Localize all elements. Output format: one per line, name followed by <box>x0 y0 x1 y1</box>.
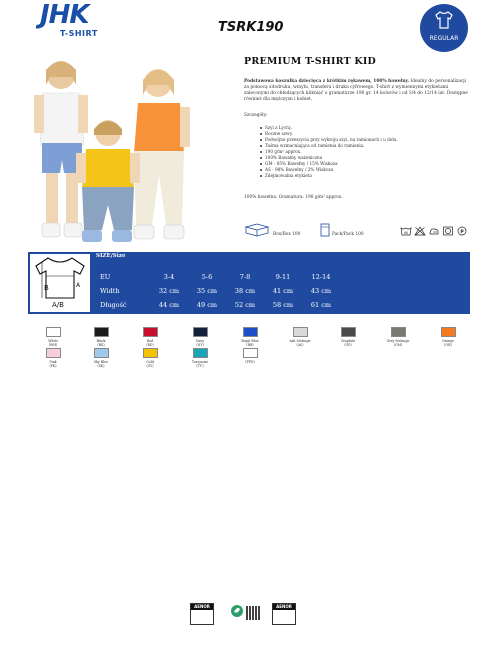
model-code: TSRK190 <box>218 20 284 35</box>
iron-icon <box>428 226 440 236</box>
size-cell: 49 cm <box>196 301 218 309</box>
color-name: Turquoise <box>191 360 209 364</box>
color-code: (AS) <box>296 343 304 347</box>
product-intro-bold: Podstawowa koszulka dziecięca z krótkim rękawem, 100% bawełny. <box>244 79 410 84</box>
color-code: (TU) <box>196 364 204 368</box>
pack-icon <box>320 223 330 237</box>
color-swatch <box>226 348 274 364</box>
fit-badge <box>420 4 468 52</box>
color-box <box>243 348 258 358</box>
size-row-label: Width <box>100 287 120 295</box>
color-swatch <box>126 327 174 347</box>
product-photo <box>28 55 228 250</box>
box-info <box>244 223 300 237</box>
feature-item: Zdejmowalna etykieta <box>260 173 469 179</box>
color-name: Pink <box>49 360 57 364</box>
size-cell: 38 cm <box>234 287 256 295</box>
color-name: White <box>48 339 58 343</box>
color-swatch <box>77 327 125 347</box>
color-box <box>391 327 406 337</box>
color-name: Graphite <box>340 339 356 343</box>
color-code: (OR) <box>444 343 452 347</box>
color-code: (NY) <box>196 343 204 347</box>
color-swatch <box>324 327 372 347</box>
size-header-cell: 3-4 <box>163 273 175 281</box>
aenor-cert <box>272 603 296 625</box>
color-swatch <box>176 348 224 368</box>
feature-item: Taśma wzmacniająca od ramienia do ramienia. <box>260 143 469 149</box>
color-swatch <box>29 348 77 368</box>
feature-item: GM - 85% Bawełny / 15% Wiskoza <box>260 161 469 167</box>
brand-name: JHK <box>40 0 89 30</box>
color-code: (RD) <box>146 343 154 347</box>
size-cell: 41 cm <box>272 287 294 295</box>
color-box <box>94 327 109 337</box>
color-code: (SK) <box>97 364 105 368</box>
size-header-cell: 12-14 <box>311 273 331 281</box>
color-name: Royal Blue <box>241 339 259 343</box>
aenor-cert <box>190 603 214 625</box>
no-bleach-icon <box>414 226 426 236</box>
eco-leaf-icon <box>230 603 244 625</box>
brand-logo <box>40 2 120 40</box>
feature-item: Boczne szwy. <box>260 131 469 137</box>
aenor-logo: AENOR <box>191 604 213 610</box>
feature-item: AS - 98% Bawełny / 2% Wiskoza <box>260 167 469 173</box>
box-icon <box>244 223 270 237</box>
aenor-text <box>191 612 213 615</box>
size-cell: 43 cm <box>310 287 332 295</box>
color-swatch <box>276 327 324 347</box>
tumble-dry-icon <box>442 226 454 236</box>
pack-label: Pack/Pack 100 <box>332 232 364 237</box>
product-intro-rest: Idealny do personalizacji za pomocą sitodruku, winylu, transferu i druku cyfrowego. T-shirt z wymiennymi etykietami zaleconymi do chłodzących kliknięć o gramaturze 190 gr. 14 kolorów i od 3/4 do 12/14 lat. Dostępne również dla mężczyzn i kobiet. <box>244 79 468 102</box>
color-box <box>441 327 456 337</box>
size-header-cell: 7-8 <box>239 273 251 281</box>
size-diagram <box>30 254 90 312</box>
color-swatch <box>77 348 125 368</box>
color-code: (GP) <box>344 343 352 347</box>
size-header-label: EU <box>100 273 111 281</box>
size-cell: 52 cm <box>234 301 256 309</box>
color-code: (BK) <box>97 343 105 347</box>
feature-item: Podwójne przeszycia przy wykroju szyi, na ramionach i u dołu. <box>260 137 469 143</box>
fit-badge-label: REGULAR <box>429 35 459 42</box>
color-name: Black <box>96 339 106 343</box>
color-name: Gold <box>146 360 154 364</box>
svg-text:40: 40 <box>403 230 409 235</box>
svg-text:P: P <box>460 229 464 235</box>
color-code: (RB) <box>246 343 254 347</box>
color-swatch <box>176 327 224 347</box>
features-list <box>244 125 469 179</box>
product-title: PREMIUM T-SHIRT KID <box>244 56 376 67</box>
details-label: Szczegóły: <box>244 113 268 118</box>
size-row-length <box>100 298 340 312</box>
size-row-label: Długość <box>100 301 127 309</box>
diagram-label-a: A <box>76 282 81 289</box>
color-name: Sky Blue <box>93 360 109 364</box>
brand-subtitle: T-SHIRT <box>60 29 98 38</box>
size-header-cell: 5-6 <box>201 273 213 281</box>
color-swatch <box>374 327 422 347</box>
size-cell: 61 cm <box>310 301 332 309</box>
color-swatch <box>29 327 77 347</box>
size-table-title: SIZE/Size <box>96 253 126 259</box>
color-code: (PFD) <box>245 360 255 364</box>
color-box <box>46 327 61 337</box>
color-code: (WH) <box>48 343 58 347</box>
aenor-logo: AENOR <box>273 604 295 610</box>
diagram-label-b: B <box>44 284 49 292</box>
color-box <box>193 348 208 358</box>
color-swatch <box>126 348 174 368</box>
size-table <box>100 270 340 312</box>
care-instructions <box>400 226 468 236</box>
feature-item: 100% Bawełny ważeniczna <box>260 155 469 161</box>
color-name: Ash Melange <box>289 339 311 343</box>
tshirt-icon <box>434 10 454 30</box>
color-name: Orange <box>441 339 455 343</box>
color-box <box>143 327 158 337</box>
color-box <box>341 327 356 337</box>
qr-code-icon <box>246 606 260 620</box>
color-box <box>293 327 308 337</box>
color-name: Grey Melange <box>386 339 410 343</box>
wash-40-icon <box>400 226 412 236</box>
size-cell: 32 cm <box>158 287 180 295</box>
feature-item: 190 g/m² approx. <box>260 149 469 155</box>
color-code: (PK) <box>49 364 57 368</box>
color-box <box>243 327 258 337</box>
color-swatch <box>226 327 274 347</box>
size-row-width <box>100 284 340 298</box>
color-code: (GY) <box>146 364 154 368</box>
color-code: (GM) <box>393 343 403 347</box>
kids-photo-illustration <box>28 55 228 250</box>
pack-info <box>320 223 364 237</box>
size-header-row <box>100 270 340 284</box>
color-box <box>143 348 158 358</box>
diagram-label-ab: A/B <box>52 301 64 309</box>
size-header-cell: 9-11 <box>275 273 291 281</box>
color-name: Navy <box>195 339 205 343</box>
size-cell: 58 cm <box>272 301 294 309</box>
feature-item: Szyi z Lycrą. <box>260 125 469 131</box>
color-box <box>94 348 109 358</box>
color-swatch <box>424 327 472 347</box>
box-label: Box/Box 100 <box>273 232 301 237</box>
dry-clean-p-icon <box>456 226 468 236</box>
color-box <box>193 327 208 337</box>
size-cell: 44 cm <box>158 301 180 309</box>
size-cell: 35 cm <box>196 287 218 295</box>
aenor-text <box>273 612 295 615</box>
product-description <box>244 56 469 200</box>
color-box <box>46 348 61 358</box>
product-intro <box>244 79 469 103</box>
color-name: Red <box>146 339 154 343</box>
composition: 100% bawełna. Gramatura: 190 g/m² approx. <box>244 195 343 200</box>
